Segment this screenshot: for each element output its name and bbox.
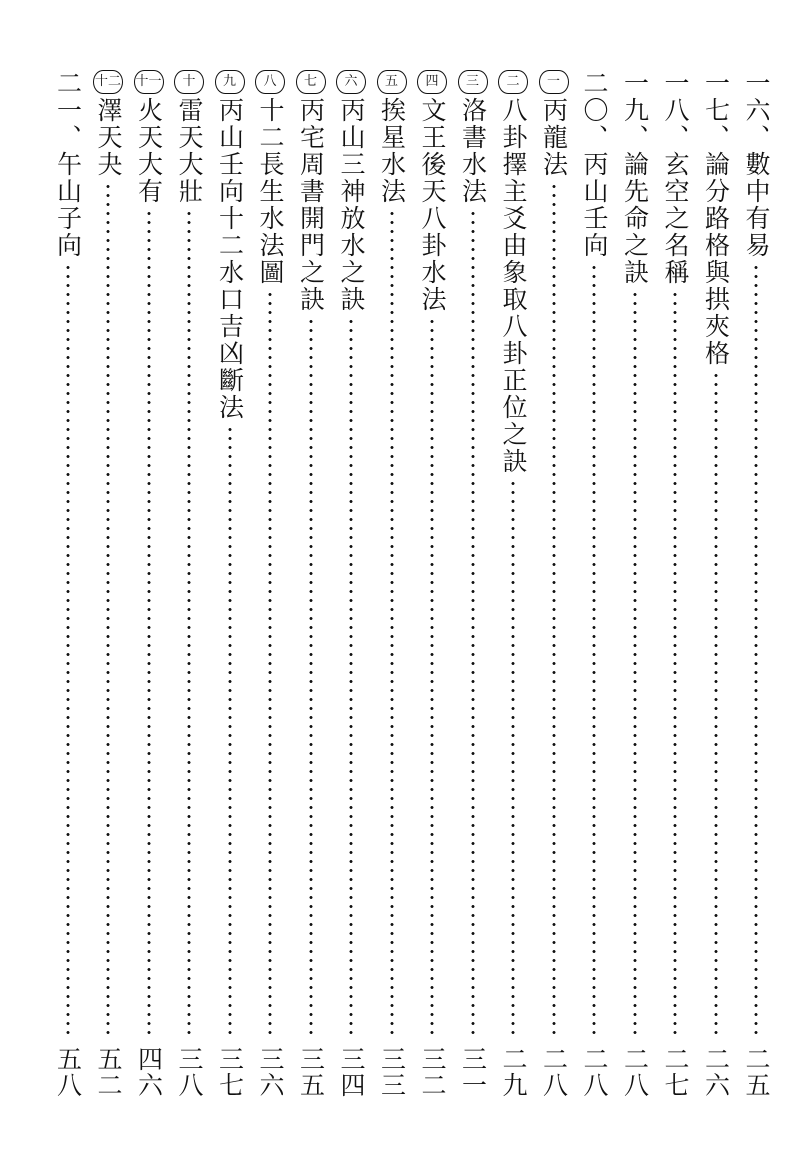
- section-number: 一七、: [701, 70, 731, 151]
- section-number: 一八、: [661, 70, 690, 151]
- toc-entry[interactable]: [252, 70, 288, 1130]
- toc-entry[interactable]: [293, 70, 329, 1130]
- dot-leader: [147, 209, 151, 1040]
- entry-title: 澤天夬: [94, 97, 123, 178]
- page-number: 二八: [620, 1046, 650, 1098]
- dot-leader: [187, 209, 191, 1040]
- dot-leader: [349, 317, 353, 1040]
- toc-entry[interactable]: [455, 70, 491, 1130]
- dot-leader: [390, 209, 394, 1040]
- page-number: 二五: [742, 1046, 771, 1098]
- toc-entry[interactable]: [576, 70, 612, 1130]
- toc-entry-main: [698, 70, 734, 1040]
- toc-entry-main: [252, 70, 288, 1040]
- toc-entry[interactable]: [171, 70, 207, 1130]
- toc-entry[interactable]: [536, 70, 572, 1130]
- page-number: 二八: [580, 1046, 609, 1098]
- section-number: 一六、: [742, 70, 771, 151]
- entry-title: 論先命之訣: [620, 151, 650, 286]
- toc-entry[interactable]: [212, 70, 248, 1130]
- toc-entry[interactable]: [90, 70, 126, 1130]
- entry-title: 數中有易: [742, 151, 771, 259]
- entry-title: 丙山壬向十二水口吉凶斷法: [215, 97, 245, 421]
- dot-leader: [511, 479, 515, 1040]
- entry-title: 論分路格與拱夾格: [701, 151, 731, 367]
- entry-title: 丙山壬向: [580, 151, 609, 259]
- toc-entry[interactable]: [333, 70, 369, 1130]
- page-number: 三三: [377, 1046, 407, 1098]
- toc-entry[interactable]: [657, 70, 693, 1130]
- toc-entry-main: [536, 70, 572, 1040]
- toc-entry-main: [50, 70, 86, 1040]
- dot-leader: [66, 263, 70, 1040]
- toc-entry-main: [333, 70, 369, 1040]
- subsection-number: 三: [458, 70, 488, 94]
- page-number: 三六: [256, 1046, 285, 1098]
- page-number: 二九: [499, 1046, 528, 1098]
- toc-entry-main: [657, 70, 693, 1040]
- page-number: 二七: [661, 1046, 690, 1098]
- dot-leader: [471, 209, 475, 1040]
- dot-leader: [228, 425, 232, 1040]
- toc-entry-main: [131, 70, 167, 1040]
- subsection-number: 八: [255, 70, 285, 94]
- dot-leader: [714, 371, 718, 1040]
- dot-leader: [754, 263, 758, 1040]
- toc-entry-main: [617, 70, 653, 1040]
- page-number: 三二: [418, 1046, 447, 1098]
- toc-entry-main: [414, 70, 450, 1040]
- toc-entry[interactable]: [495, 70, 531, 1130]
- section-number: 二一、: [53, 70, 83, 151]
- toc-entry[interactable]: [698, 70, 734, 1130]
- subsection-number: 十: [174, 70, 204, 94]
- toc-entry-main: [293, 70, 329, 1040]
- subsection-number: 六: [336, 70, 366, 94]
- toc-entry-main: [374, 70, 410, 1040]
- page-number: 三四: [337, 1046, 366, 1098]
- page-number: 三五: [296, 1046, 326, 1098]
- page-number: 三八: [175, 1046, 204, 1098]
- entry-title: 挨星水法: [377, 97, 407, 205]
- page-number: 二六: [701, 1046, 731, 1098]
- subsection-number: 十二: [93, 70, 123, 94]
- toc-entry-main: [171, 70, 207, 1040]
- entry-title: 八卦擇主爻由象取八卦正位之訣: [499, 97, 528, 475]
- subsection-number: 一: [539, 70, 569, 94]
- entry-title: 丙山三神放水之訣: [337, 97, 366, 313]
- entry-title: 火天大有: [134, 97, 164, 205]
- toc-entry[interactable]: [738, 70, 774, 1130]
- section-number: 一九、: [620, 70, 650, 151]
- dot-leader: [106, 182, 110, 1040]
- subsection-number: 四: [417, 70, 447, 94]
- entry-title: 洛書水法: [458, 97, 488, 205]
- entry-title: 十二長生水法圖: [256, 97, 285, 286]
- dot-leader: [673, 290, 677, 1040]
- subsection-number: 九: [215, 70, 245, 94]
- entry-title: 文王後天八卦水法: [418, 97, 447, 313]
- toc-entry[interactable]: [374, 70, 410, 1130]
- toc-entry-main: [212, 70, 248, 1040]
- page-number: 五八: [53, 1046, 83, 1098]
- toc-entry[interactable]: [414, 70, 450, 1130]
- toc-entry-main: [495, 70, 531, 1040]
- section-number: 二〇、: [580, 70, 609, 151]
- toc-entry-main: [576, 70, 612, 1040]
- dot-leader: [552, 182, 556, 1040]
- toc-entry-main: [738, 70, 774, 1040]
- subsection-number: 五: [377, 70, 407, 94]
- toc-entry-main: [455, 70, 491, 1040]
- page-number: 五二: [94, 1046, 123, 1098]
- subsection-number: 二: [498, 70, 528, 94]
- subsection-number: 十一: [134, 70, 164, 94]
- page-number: 三一: [458, 1046, 488, 1098]
- toc-entry-main: [90, 70, 126, 1040]
- dot-leader: [309, 317, 313, 1040]
- dot-leader: [430, 317, 434, 1040]
- page-number: 四六: [134, 1046, 164, 1098]
- dot-leader: [592, 263, 596, 1040]
- entry-title: 丙龍法: [539, 97, 569, 178]
- toc-entry[interactable]: [617, 70, 653, 1130]
- dot-leader: [633, 290, 637, 1040]
- toc-entry[interactable]: [131, 70, 167, 1130]
- dot-leader: [268, 290, 272, 1040]
- page-number: 三七: [215, 1046, 245, 1098]
- entry-title: 丙宅周書開門之訣: [296, 97, 326, 313]
- entry-title: 玄空之名稱: [661, 151, 690, 286]
- page-number: 二八: [539, 1046, 569, 1098]
- entry-title: 午山子向: [53, 151, 83, 259]
- subsection-number: 七: [296, 70, 326, 94]
- toc-entry[interactable]: [50, 70, 86, 1130]
- entry-title: 雷天大壯: [175, 97, 204, 205]
